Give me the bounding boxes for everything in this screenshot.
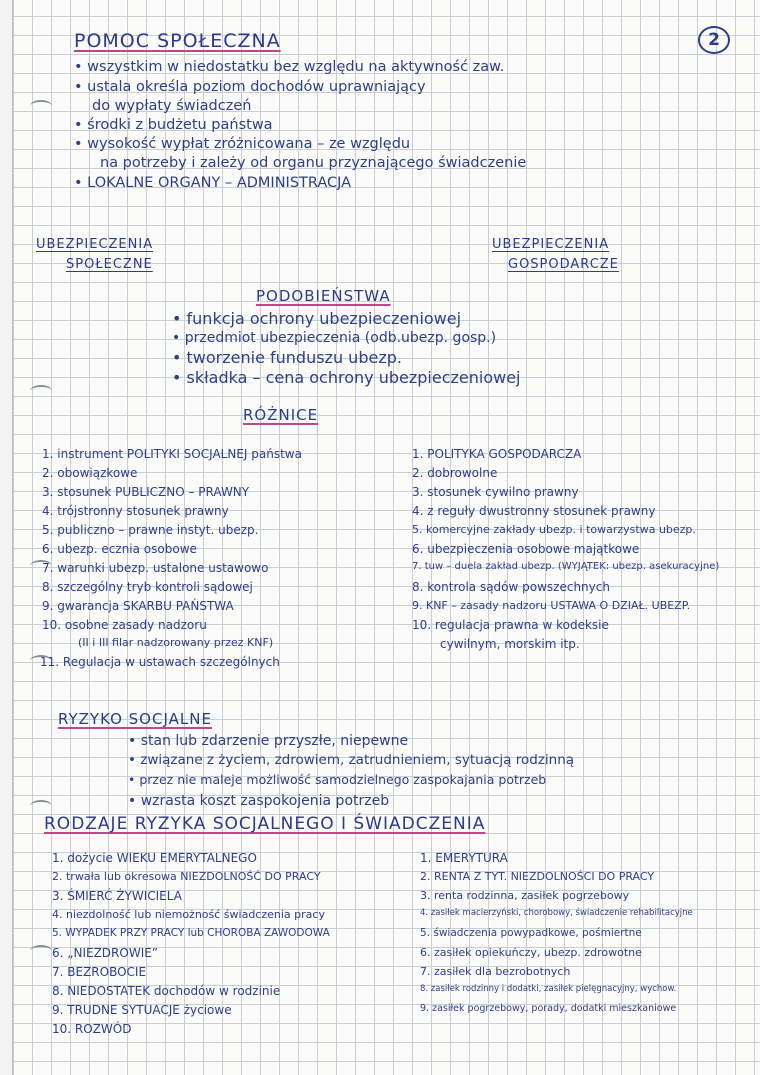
- rodzaje-left-item: 6. „NIEZDROWIE”: [52, 946, 159, 960]
- pomoc-bullet: • LOKALNE ORGANY – ADMINISTRACJA: [74, 175, 352, 191]
- ryzyko-item: • wzrasta koszt zaspokojenia potrzeb: [128, 793, 390, 809]
- roznice-left-item: 9. gwarancja SKARBU PAŃSTWA: [42, 599, 234, 613]
- roznice-right-item: 4. z reguły dwustronny stosunek prawny: [412, 504, 656, 518]
- ryzyko-item: • stan lub zdarzenie przyszłe, niepewne: [128, 733, 409, 749]
- rodzaje-left-item: 9. TRUDNE SYTUACJE życiowe: [52, 1003, 232, 1017]
- rodzaje-right-item: 5. świadczenia powypadkowe, pośmiertne: [420, 927, 642, 939]
- roznice-left-item: 11. Regulacja w ustawach szczególnych: [40, 655, 280, 669]
- rodzaje-left-item: 10. ROZWÓD: [52, 1022, 132, 1036]
- roznice-right-item: 7. tuw – duela zakład ubezp. (WYJĄTEK: ubezp. asekuracyjne): [412, 561, 720, 572]
- roznice-left-item: 8. szczególny tryb kontroli sądowej: [42, 580, 253, 594]
- pomoc-bullet: do wypłaty świadczeń: [92, 98, 252, 114]
- roznice-title: RÓŻNICE: [243, 406, 319, 424]
- roznice-right-item: 3. stosunek cywilno prawny: [412, 485, 579, 499]
- pomoc-bullet: • ustala określa poziom dochodów uprawniający: [74, 79, 426, 95]
- ryzyko-item: • związane z życiem, zdrowiem, zatrudnieniem, sytuacją rodzinną: [128, 752, 575, 768]
- roznice-left-item: 2. obowiązkowe: [42, 466, 138, 480]
- podobienstwa-item: • funkcja ochrony ubezpieczeniowej: [172, 309, 462, 328]
- pomoc-bullet: • środki z budżetu państwa: [74, 117, 273, 133]
- rodzaje-left-item: 4. niezdolność lub niemożność świadczenia pracy: [52, 908, 325, 921]
- ubezp-spoleczne-header: UBEZPIECZENIA: [36, 237, 154, 252]
- rodzaje-left-item: 2. trwała lub okresowa NIEZDOLNOŚĆ DO PRACY: [52, 870, 321, 883]
- roznice-left-item: 5. publiczno – prawne instyt. ubezp.: [42, 523, 259, 537]
- rodzaje-title: RODZAJE RYZYKA SOCJALNEGO I ŚWIADCZENIA: [44, 814, 486, 834]
- rodzaje-right-item: 6. zasiłek opiekuńczy, ubezp. zdrowotne: [420, 946, 642, 959]
- rodzaje-left-item: 8. NIEDOSTATEK dochodów w rodzinie: [52, 984, 281, 998]
- roznice-right-item: cywilnym, morskim itp.: [440, 637, 580, 651]
- ubezp-gospodarcze-header: GOSPODARCZE: [508, 257, 619, 272]
- margin-mark: [30, 945, 52, 957]
- podobienstwa-item: • składka – cena ochrony ubezpieczeniowej: [172, 368, 521, 387]
- rodzaje-left-item: 3. ŚMIERĆ ŻYWICIELA: [52, 889, 182, 903]
- roznice-right-item: 9. KNF – zasady nadzoru USTAWA O DZIAŁ. UBEZP.: [412, 599, 691, 612]
- ubezp-spoleczne-header: SPOŁECZNE: [66, 257, 153, 272]
- podobienstwa-title: PODOBIEŃSTWA: [256, 287, 391, 305]
- rodzaje-right-item: 4. zasiłek macierzyński, chorobowy, świadczenie rehabilitacyjne: [420, 908, 693, 918]
- roznice-left-item: 6. ubezp. ecznia osobowe: [42, 542, 197, 556]
- roznice-left-item: 3. stosunek PUBLICZNO – PRAWNY: [42, 485, 250, 499]
- roznice-right-item: 5. komercyjne zakłady ubezp. i towarzystwa ubezp.: [412, 523, 696, 536]
- rodzaje-right-item: 3. renta rodzinna, zasiłek pogrzebowy: [420, 889, 630, 902]
- margin-mark: [30, 100, 52, 112]
- rodzaje-right-item: 7. zasiłek dla bezrobotnych: [420, 965, 571, 978]
- rodzaje-right-item: 2. RENTA Z TYT. NIEZDOLNOŚCI DO PRACY: [420, 870, 655, 883]
- page-binding-edge: [0, 0, 13, 1075]
- margin-mark: [30, 800, 52, 812]
- roznice-right-item: 8. kontrola sądów powszechnych: [412, 580, 610, 594]
- podobienstwa-item: • tworzenie funduszu ubezp.: [172, 348, 402, 367]
- page-number: 2: [698, 26, 730, 54]
- ubezp-gospodarcze-header: UBEZPIECZENIA: [492, 237, 610, 252]
- rodzaje-left-item: 1. dożycie WIEKU EMERYTALNEGO: [52, 851, 257, 865]
- roznice-right-item: 6. ubezpieczenia osobowe majątkowe: [412, 542, 640, 556]
- podobienstwa-item: • przedmiot ubezpieczenia (odb.ubezp. gosp.): [172, 330, 497, 346]
- rodzaje-right-item: 8. zasiłek rodzinny i dodatki, zasiłek pielęgnacyjny, wychow.: [420, 984, 677, 994]
- roznice-left-item: 4. trójstronny stosunek prawny: [42, 504, 229, 518]
- roznice-right-item: 10. regulacja prawna w kodeksie: [412, 618, 609, 632]
- roznice-left-item: 10. osobne zasady nadzoru: [42, 618, 207, 632]
- roznice-left-item: 1. instrument POLITYKI SOCJALNEJ państwa: [42, 447, 302, 461]
- ryzyko-item: • przez nie maleje możliwość samodzielnego zaspokajania potrzeb: [128, 772, 547, 787]
- ryzyko-title: RYZYKO SOCJALNE: [58, 710, 212, 728]
- rodzaje-left-item: 5. WYPADEK PRZY PRACY lub CHOROBA ZAWODOWA: [52, 927, 330, 939]
- pomoc-bullet: • wysokość wypłat zróżnicowana – ze względu: [74, 136, 411, 152]
- pomoc-bullet: • wszystkim w niedostatku bez względu na aktywność zaw.: [74, 59, 505, 75]
- rodzaje-right-item: 1. EMERYTURA: [420, 851, 508, 865]
- roznice-right-item: 1. POLITYKA GOSPODARCZA: [412, 447, 582, 461]
- roznice-right-item: 2. dobrowolne: [412, 466, 498, 480]
- roznice-left-item: 7. warunki ubezp. ustalone ustawowo: [42, 561, 269, 575]
- pomoc-bullet: na potrzeby i zależy od organu przyznającego świadczenie: [100, 155, 527, 171]
- pomoc-title: POMOC SPOŁECZNA: [74, 30, 281, 52]
- rodzaje-left-item: 7. BEZROBOCIE: [52, 965, 147, 979]
- roznice-left-note: (II i III filar nadzorowany przez KNF): [78, 636, 274, 649]
- margin-mark: [30, 385, 52, 397]
- rodzaje-right-item: 9. zasiłek pogrzebowy, porady, dodatki mieszkaniowe: [420, 1003, 677, 1014]
